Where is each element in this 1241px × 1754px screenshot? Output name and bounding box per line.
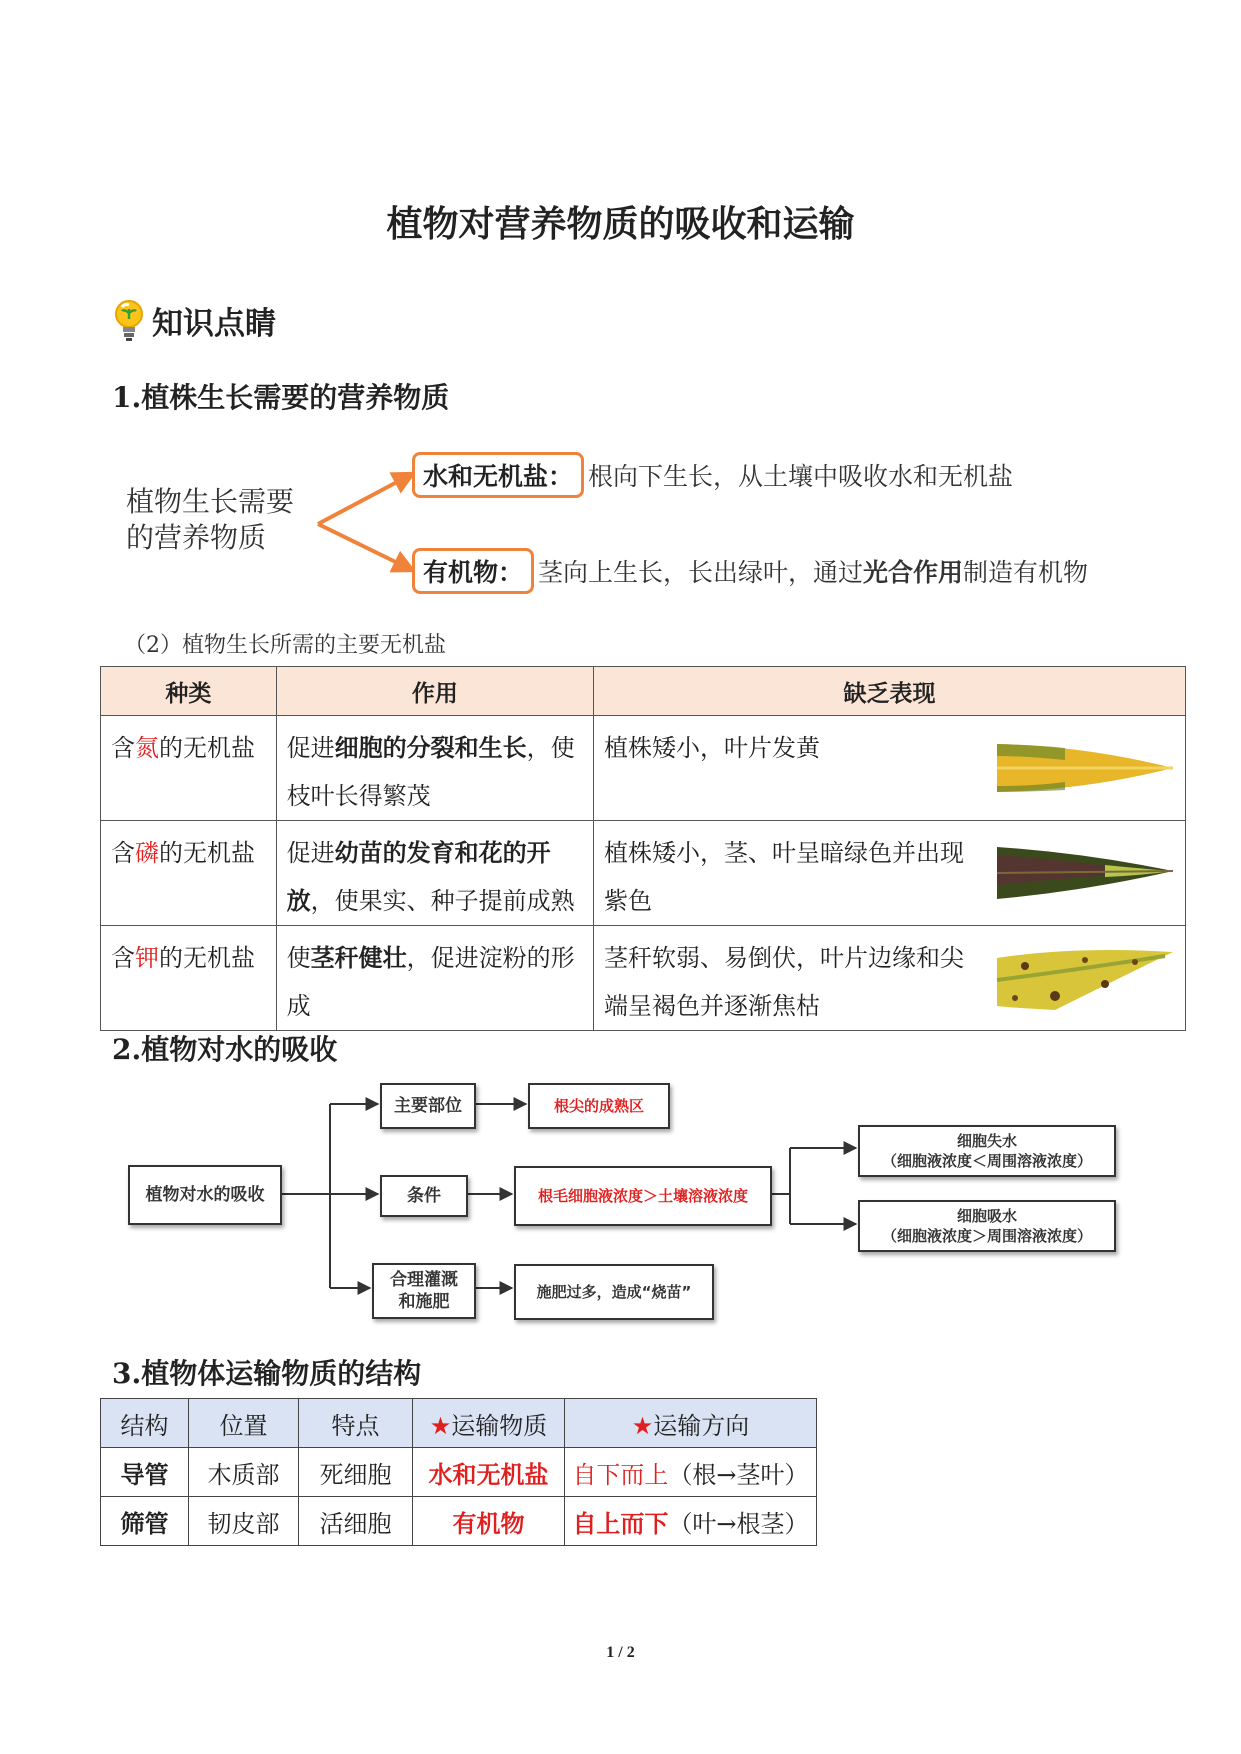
material-cell: 有机物 xyxy=(413,1497,565,1546)
header-structure: 结构 xyxy=(101,1399,189,1448)
material-cell: 水和无机盐 xyxy=(413,1448,565,1497)
direction-cell: 自上而下（叶→根茎） xyxy=(565,1497,817,1546)
flow-condition-value: 根毛细胞液浓度＞土壤溶液浓度 xyxy=(514,1166,772,1226)
table-row xyxy=(101,1497,817,1546)
function-cell: 使茎秆健壮，促进淀粉的形成 xyxy=(276,926,593,1031)
phosphorus-deficient-leaf-image xyxy=(995,835,1175,907)
table-row xyxy=(101,1448,817,1497)
potassium-deficient-leaf-image xyxy=(995,940,1175,1012)
page-number: 1 / 2 xyxy=(606,1644,635,1661)
organic-box: 有机物： xyxy=(412,548,534,594)
table-row xyxy=(101,716,1186,821)
feature-cell: 死细胞 xyxy=(299,1448,413,1497)
deficiency-cell: 植株矮小，叶片发黄 xyxy=(594,716,1186,821)
knowledge-badge xyxy=(112,298,276,343)
section1-heading: 1.植株生长需要的营养物质 xyxy=(112,381,450,414)
function-cell: 促进细胞的分裂和生长，使枝叶长得繁茂 xyxy=(276,716,593,821)
section3-heading: 3.植物体运输物质的结构 xyxy=(112,1357,422,1390)
page-title: 植物对营养物质的吸收和运输 xyxy=(386,204,855,245)
water-salt-desc: 根向下生长，从土壤中吸收水和无机盐 xyxy=(588,462,1014,491)
header-direction: ★运输方向 xyxy=(565,1399,817,1448)
direction-cell: 自下而上（根→茎叶） xyxy=(565,1448,817,1497)
badge-label: 知识点睛 xyxy=(152,306,276,342)
flow-cell-lose-water: 细胞失水 （细胞液浓度＜周围溶液浓度） xyxy=(858,1125,1116,1177)
flow-irrigation-box: 合理灌溉 和施肥 xyxy=(372,1263,476,1319)
water-salt-row xyxy=(412,452,1013,498)
organic-desc: 茎向上生长，长出绿叶，通过光合作用制造有机物 xyxy=(538,558,1089,587)
flow-main-part-box: 主要部位 xyxy=(380,1083,476,1129)
header-kind: 种类 xyxy=(101,667,277,716)
kind-cell: 含氮的无机盐 xyxy=(101,716,277,821)
deficiency-cell: 植株矮小，茎、叶呈暗绿色并出现紫色 xyxy=(594,821,1186,926)
star-icon: ★ xyxy=(631,1411,654,1440)
arrow-up xyxy=(318,474,412,524)
header-feature: 特点 xyxy=(299,1399,413,1448)
flow-cell-gain-water: 细胞吸水 （细胞液浓度＞周围溶液浓度） xyxy=(858,1200,1116,1252)
organic-row xyxy=(412,548,1088,594)
kind-cell: 含磷的无机盐 xyxy=(101,821,277,926)
table-header-row xyxy=(101,667,1186,716)
table-row xyxy=(101,926,1186,1031)
water-salt-box: 水和无机盐： xyxy=(412,452,584,498)
transport-structure-table xyxy=(100,1398,817,1546)
section2-heading: 2.植物对水的吸收 xyxy=(112,1033,338,1066)
flow-root-box: 植物对水的吸收 xyxy=(128,1165,282,1225)
feature-cell: 活细胞 xyxy=(299,1497,413,1546)
star-icon: ★ xyxy=(429,1411,452,1440)
deficiency-cell: 茎秆软弱、易倒伏，叶片边缘和尖端呈褐色并逐渐焦枯 xyxy=(594,926,1186,1031)
table1-caption: （2）植物生长所需的主要无机盐 xyxy=(124,633,446,658)
flow-condition-box: 条件 xyxy=(380,1175,468,1217)
header-position: 位置 xyxy=(189,1399,299,1448)
position-cell: 韧皮部 xyxy=(189,1497,299,1546)
lightbulb-icon xyxy=(112,299,146,343)
nutrient-root-label: 植物生长需要 的营养物质 xyxy=(126,485,295,554)
position-cell: 木质部 xyxy=(189,1448,299,1497)
arrow-down xyxy=(318,524,412,570)
structure-cell: 筛管 xyxy=(101,1497,189,1546)
flow-main-part-value: 根尖的成熟区 xyxy=(528,1083,670,1129)
header-material: ★运输物质 xyxy=(413,1399,565,1448)
table-header-row xyxy=(101,1399,817,1448)
header-function: 作用 xyxy=(276,667,593,716)
header-deficiency: 缺乏表现 xyxy=(594,667,1186,716)
flow-irrigation-value: 施肥过多，造成“烧苗” xyxy=(514,1264,714,1320)
inorganic-salt-table xyxy=(100,666,1186,1031)
nitrogen-deficient-leaf-image xyxy=(995,730,1175,802)
table-row xyxy=(101,821,1186,926)
structure-cell: 导管 xyxy=(101,1448,189,1497)
function-cell: 促进幼苗的发育和花的开放，使果实、种子提前成熟 xyxy=(276,821,593,926)
kind-cell: 含钾的无机盐 xyxy=(101,926,277,1031)
